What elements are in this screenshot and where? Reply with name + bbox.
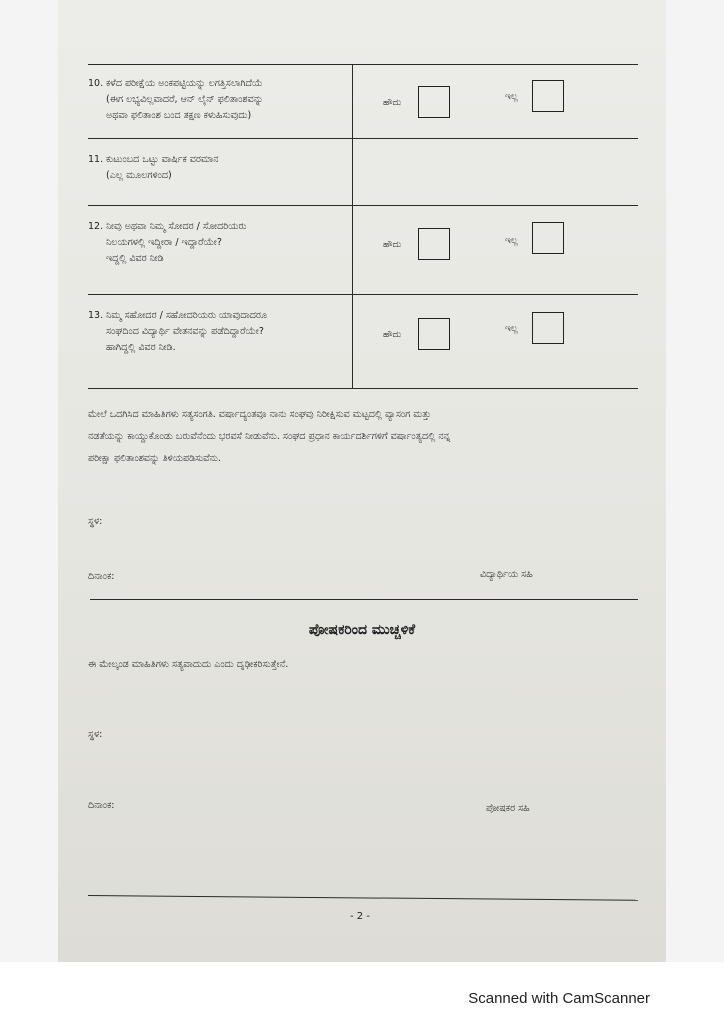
question-text: ನಿಮ್ಮ ಸಹೋದರ / ಸಹೋದರಿಯರು ಯಾವುದಾದರೂ xyxy=(106,310,268,321)
question-text: ಅಥವಾ ಫಲಿತಾಂಶ ಬಂದ ತಕ್ಷಣ ಕಳುಹಿಸುವುದು) xyxy=(106,110,252,121)
question-text: ನೀವು ಅಥವಾ ನಿಮ್ಮ ಸೋದರ / ಸೋದರಿಯರು xyxy=(106,221,247,232)
declaration-text xyxy=(88,404,643,470)
no-label: ಇಲ್ಲ xyxy=(505,324,518,334)
scan-background-right xyxy=(666,0,724,962)
page-number: - 2 - xyxy=(350,911,370,922)
declaration-line: ಪರೀಕ್ಷಾ ಫಲಿತಾಂಶವನ್ನು ತಿಳಿಯಪಡಿಸುವೆನು. xyxy=(88,453,221,464)
guardian-place-label: ಸ್ಥಳ: xyxy=(88,729,103,740)
question-10 xyxy=(88,76,350,124)
question-text: (ಈಗ ಲಭ್ಯವಿಲ್ಲವಾದರೆ, ಆನ್ ಲೈನ್ ಫಲಿತಾಂಶವನ್ನು xyxy=(106,94,264,105)
yes-checkbox[interactable] xyxy=(418,318,450,350)
table-row-rule xyxy=(88,205,638,206)
question-13 xyxy=(88,308,350,356)
guardian-signature-label: ಪೋಷಕರ ಸಹಿ xyxy=(486,803,530,814)
declaration-line: ನಡತೆಯನ್ನು ಕಾಯ್ದುಕೊಂಡು ಬರುವೆನೆಂದು ಭರವಸೆ ನೀಡುವೆನು. ಸಂಘದ ಪ್ರಧಾನ ಕಾರ್ಯದರ್ಶಿಗಳಿಗೆ ವರ್ಷಾಂತ್ಯದಲ್ಲಿ ನನ್ನ xyxy=(88,431,451,442)
question-number: 10. xyxy=(88,78,104,89)
no-checkbox[interactable] xyxy=(532,80,564,112)
guardian-statement: ಈ ಮೇಲ್ಕಂಡ ಮಾಹಿತಿಗಳು ಸತ್ಯವಾದುದು ಎಂದು ದೃಢೀಕರಿಸುತ್ತೇನೆ. xyxy=(88,659,289,670)
question-text: ಹಾಗಿದ್ದಲ್ಲಿ ವಿವರ ನೀಡಿ. xyxy=(106,342,176,353)
table-bottom-rule xyxy=(88,388,638,389)
form-page xyxy=(58,0,666,962)
no-label: ಇಲ್ಲ xyxy=(505,92,518,102)
question-number: 12. xyxy=(88,221,104,232)
yes-checkbox[interactable] xyxy=(418,228,450,260)
question-number: 13. xyxy=(88,310,104,321)
guardian-date-label: ದಿನಾಂಕ: xyxy=(88,800,115,811)
no-checkbox[interactable] xyxy=(532,222,564,254)
question-text: (ಎಲ್ಲ ಮೂಲಗಳಿಂದ) xyxy=(106,170,172,181)
guardian-section-title: ಪೋಷಕರಿಂದ ಮುಚ್ಚಳಿಕೆ xyxy=(308,622,416,638)
table-top-rule xyxy=(88,64,638,65)
student-place-label: ಸ್ಥಳ: xyxy=(88,516,103,527)
question-text: ನಿಲಯಗಳಲ್ಲಿ ಇದ್ದೀರಾ / ಇದ್ದಾರೆಯೇ? xyxy=(106,237,222,248)
table-row-rule xyxy=(88,138,638,139)
student-signature-label: ವಿದ್ಯಾರ್ಥಿಯ ಸಹಿ xyxy=(480,569,533,580)
question-text: ಸಂಘದಿಂದ ವಿದ್ಯಾರ್ಥಿ ವೇತನವನ್ನು ಪಡೆದಿದ್ದಾರೆಯೇ? xyxy=(106,326,264,337)
no-checkbox[interactable] xyxy=(532,312,564,344)
question-text: ಇದ್ದಲ್ಲಿ ವಿವರ ನೀಡಿ xyxy=(106,253,164,264)
question-number: 11. xyxy=(88,154,104,165)
declaration-line: ಮೇಲೆ ಒದಗಿಸಿದ ಮಾಹಿತಿಗಳು ಸತ್ಯಸಂಗತಿ. ವರ್ಷಾದ್ಯಂತವೂ ನಾನು ಸಂಘವು ನಿರೀಕ್ಷಿಸುವ ಮಟ್ಟದಲ್ಲಿ ವ್ಯಾಸಂಗ ಮತ್ತು xyxy=(88,409,432,420)
section-divider xyxy=(90,599,638,600)
question-12 xyxy=(88,219,350,267)
question-11 xyxy=(88,152,350,184)
question-text: ಕುಟುಂಬದ ಒಟ್ಟು ವಾರ್ಷಿಕ ವರಮಾನ xyxy=(106,154,219,165)
student-date-label: ದಿನಾಂಕ: xyxy=(88,571,115,582)
camscanner-watermark: Scanned with CamScanner xyxy=(468,990,650,1007)
scan-background-left xyxy=(0,0,58,962)
question-text: ಕಳೆದ ಪರೀಕ್ಷೆಯ ಅಂಕಪಟ್ಟಿಯನ್ನು ಲಗತ್ತಿಸಲಾಗಿದೆಯೆ xyxy=(106,78,263,89)
table-column-divider xyxy=(352,64,353,388)
yes-checkbox[interactable] xyxy=(418,86,450,118)
no-label: ಇಲ್ಲ xyxy=(505,236,518,246)
yes-label: ಹೌದು xyxy=(383,98,402,108)
yes-label: ಹೌದು xyxy=(383,240,402,250)
yes-label: ಹೌದು xyxy=(383,330,402,340)
table-row-rule xyxy=(88,294,638,295)
